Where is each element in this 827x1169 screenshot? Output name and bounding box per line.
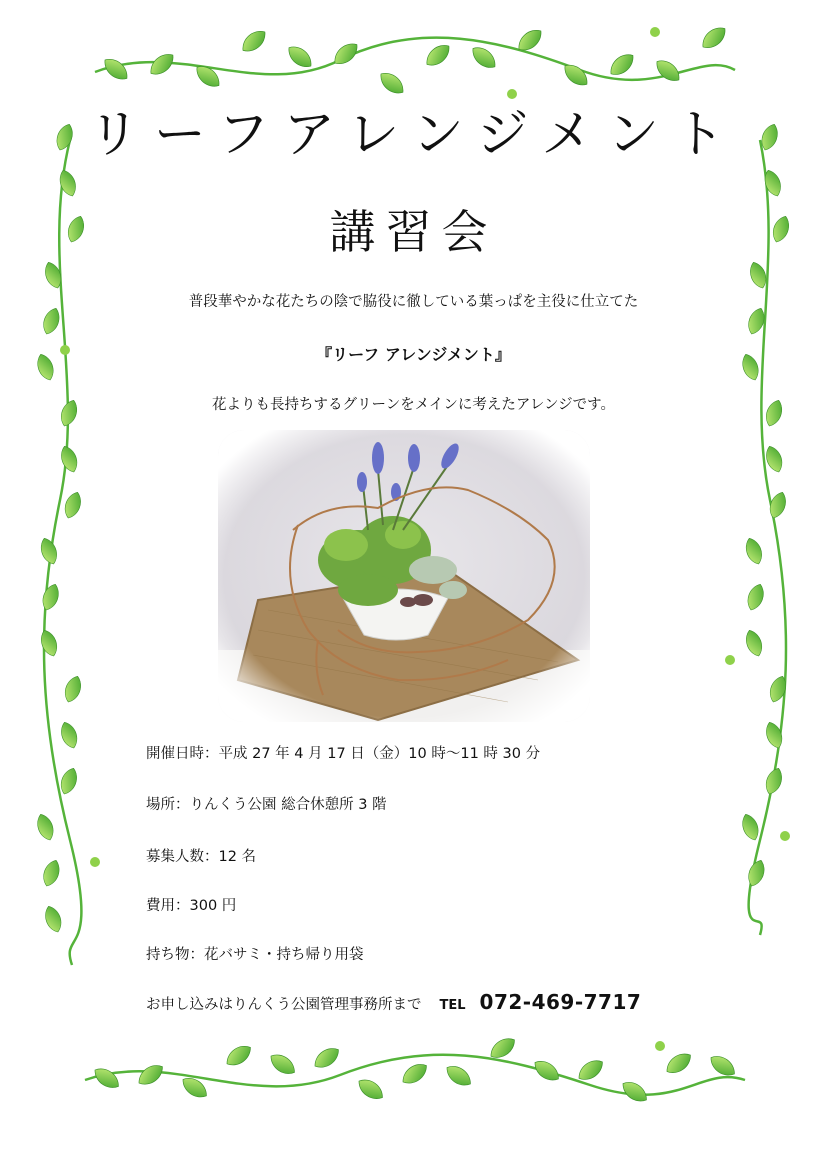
leaf-icon: [531, 1056, 563, 1085]
detail-place-value: りんくう公園 総合休憩所 3 階: [189, 797, 387, 813]
leaf-icon: [743, 628, 766, 659]
leaf-icon: [58, 444, 81, 475]
detail-date-label: 開催日時：: [146, 746, 219, 762]
detail-capacity: [146, 845, 256, 866]
tel-number: 072-469-7717: [479, 990, 642, 1014]
leaf-icon: [763, 766, 786, 797]
leaf-icon: [330, 39, 361, 69]
leaf-icon: [58, 766, 81, 797]
leaf-icon: [38, 628, 61, 659]
leaf-icon: [652, 56, 683, 86]
leaf-icon: [34, 812, 57, 843]
intro-line-1: 普段華やかな花たちの陰で脇役に徹している葉っぱを主役に仕立てた: [188, 294, 639, 310]
dot-icon: [725, 655, 735, 665]
leaf-icon: [62, 490, 85, 521]
detail-fee: [146, 894, 236, 915]
leaf-icon: [91, 1064, 123, 1093]
dot-icon: [655, 1041, 665, 1051]
detail-items: [146, 943, 364, 964]
leaf-icon: [355, 1075, 387, 1104]
dot-icon: [90, 857, 100, 867]
tel-label: TEL: [439, 998, 466, 1013]
detail-fee-value: 300 円: [189, 898, 237, 914]
leaf-icon: [743, 536, 766, 567]
leaf-icon: [223, 1041, 255, 1070]
leaf-icon: [739, 812, 762, 843]
leaf-icon: [38, 536, 61, 567]
leaf-icon: [698, 23, 729, 53]
leaf-icon: [707, 1051, 739, 1080]
detail-place-label: 場所：: [146, 797, 190, 813]
leaf-icon: [422, 40, 453, 70]
page-title: リーフアレンジメント: [87, 105, 740, 165]
leaf-icon: [39, 582, 62, 613]
leaf-icon: [443, 1061, 475, 1090]
page-subtitle: 講習会: [329, 205, 498, 259]
detail-contact: [146, 990, 641, 1014]
contact-text: お申し込みはりんくう公園管理事務所まで: [146, 997, 422, 1013]
dot-icon: [650, 27, 660, 37]
leaf-icon: [58, 720, 81, 751]
leaf-icon: [606, 50, 637, 80]
leaf-icon: [663, 1049, 695, 1078]
detail-date: [146, 742, 540, 763]
detail-date-value: 平成 27 年 4 月 17 日（金）10 時～11 時 30 分: [218, 746, 541, 762]
leaf-icon: [619, 1077, 651, 1106]
leaf-icon: [42, 904, 65, 935]
leaf-icon: [744, 582, 767, 613]
leaf-icon: [238, 26, 269, 56]
leaf-icon: [745, 858, 768, 889]
dot-icon: [780, 831, 790, 841]
leaf-icon: [575, 1056, 607, 1085]
detail-items-value: 花バサミ・持ち帰り用袋: [204, 947, 364, 963]
detail-items-label: 持ち物：: [146, 947, 204, 963]
intro-line-2: 『リーフ アレンジメント』: [316, 345, 511, 364]
leaf-icon: [40, 858, 63, 889]
leaf-icon: [311, 1044, 343, 1073]
detail-fee-label: 費用：: [146, 898, 190, 914]
leaf-icon: [62, 674, 85, 705]
leaf-icon: [468, 43, 499, 73]
intro-line-3: 花よりも長持ちするグリーンをメインに考えたアレンジです。: [212, 397, 615, 413]
detail-capacity-label: 募集人数：: [146, 849, 219, 865]
leaf-icon: [135, 1061, 167, 1090]
detail-capacity-value: 12 名: [218, 849, 257, 865]
leaf-icon: [267, 1050, 299, 1079]
leaf-icon: [284, 42, 315, 72]
leaf-icon: [399, 1059, 431, 1088]
leaf-arrangement-photo: [218, 430, 590, 722]
detail-place: [146, 793, 387, 814]
